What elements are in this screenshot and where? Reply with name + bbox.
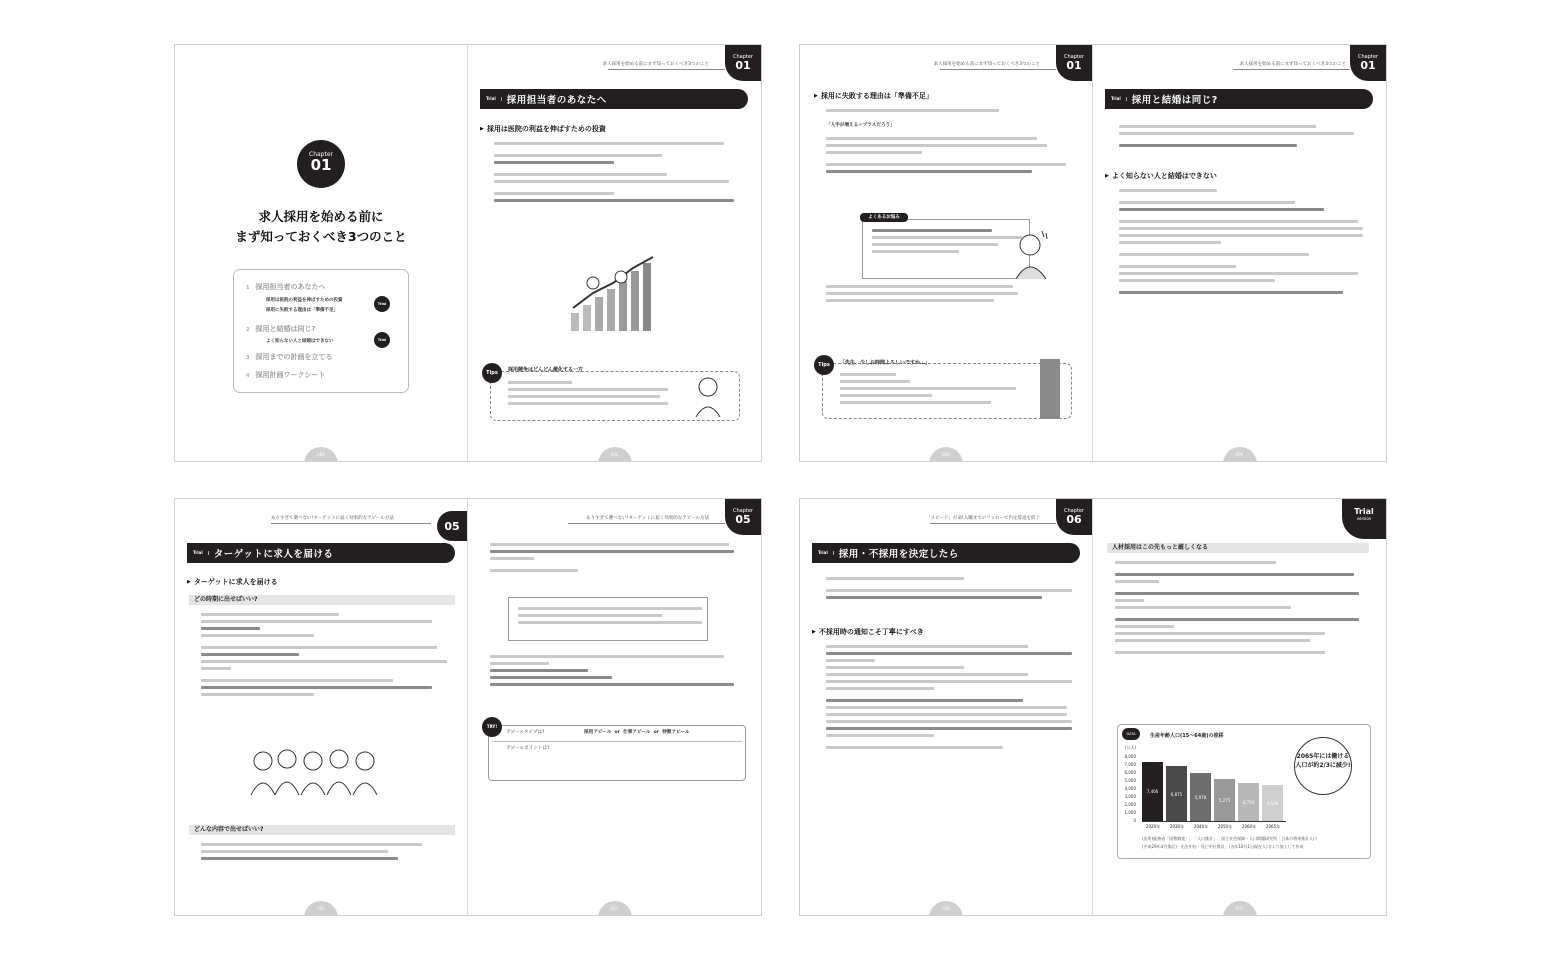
chapter-tab — [725, 499, 761, 535]
y-tick-label: 3,000 — [1124, 794, 1136, 799]
chart-title: 生産年齢人口(15〜64歳)の推移 — [1150, 733, 1224, 739]
header-rule — [568, 523, 725, 524]
subheading: どの時期に出せばいい? — [189, 595, 455, 605]
tips-badge: Tips — [814, 355, 834, 375]
growth-chart-illustration — [563, 253, 663, 333]
subheading: 人材採用はこの先もっと厳しくなる — [1107, 543, 1369, 553]
toc-sub-1: 採用は医院の利益を伸ばすための投資 — [266, 298, 343, 303]
body-text-2 — [826, 137, 1066, 177]
trial-badge: Trial — [374, 332, 390, 348]
door-illustration — [1040, 359, 1060, 419]
body-text — [490, 543, 734, 576]
trial-label: Trial — [1111, 97, 1127, 101]
bar-2030年 — [1166, 766, 1187, 821]
content-page — [800, 45, 1093, 461]
page-number-text: 030 — [942, 906, 950, 911]
chapter-label: Chapter — [733, 54, 753, 60]
running-header: 求人採用を始める前にまず知っておくべき3つのこと — [602, 62, 709, 67]
bar-value-label: 4,793 — [1242, 799, 1255, 805]
chapter-label: Chapter — [733, 508, 753, 514]
page-number — [929, 901, 963, 915]
tips-badge: Tips — [482, 363, 502, 383]
x-tick-label: 2020年 — [1145, 824, 1161, 829]
section-heading: ▶ 採用に失敗する理由は「準備不足」 — [814, 91, 933, 101]
try-question-2: アピールポイントは? — [506, 746, 550, 751]
page-number — [1223, 447, 1257, 461]
bar-2060年 — [1238, 783, 1259, 821]
y-tick-label: 5,000 — [1124, 778, 1136, 783]
chapter-tab — [437, 511, 467, 541]
toc-num: 3 — [246, 355, 250, 361]
chapter-label: Chapter — [1064, 54, 1084, 60]
body-text-2 — [201, 843, 447, 864]
chapter-number: 01 — [735, 59, 751, 72]
page-number — [304, 901, 338, 915]
callout-bubble: 2065年には働ける人口が約2/3に減少! — [1294, 737, 1352, 795]
toc-item-2[interactable] — [246, 324, 316, 334]
bar-2050年 — [1214, 779, 1235, 821]
toc-item-1[interactable] — [246, 282, 325, 292]
chapter-label: Chapter — [309, 151, 333, 158]
body-text — [826, 109, 1066, 121]
content-page — [175, 499, 468, 915]
y-tick-label: 2,000 — [1124, 802, 1136, 807]
y-tick-label: 7,000 — [1124, 762, 1136, 767]
tips-text — [508, 381, 668, 409]
chapter-number: 05 — [735, 513, 751, 526]
group-illustration — [249, 745, 387, 795]
body-text — [826, 577, 1072, 603]
try-badge: TRY! — [482, 717, 502, 737]
try-divider — [492, 741, 742, 742]
bar-2065年 — [1262, 785, 1283, 821]
page-number-text: 004 — [942, 452, 950, 457]
x-tick-label: 2065年 — [1265, 824, 1281, 829]
cover-page — [175, 45, 468, 461]
page-number-text: 031 — [1235, 906, 1244, 911]
chapter-number: 06 — [1066, 513, 1082, 526]
body-text — [201, 613, 447, 700]
header-rule — [1233, 69, 1350, 70]
section-heading: ▶ 不採用時の通知こそ丁寧にすべき — [812, 627, 924, 637]
header-rule — [608, 69, 725, 70]
body-text — [494, 142, 734, 206]
section-title: 採用担当者のあなたへ — [506, 95, 607, 106]
page-number-text: 022 — [317, 906, 325, 911]
running-header: 「スピード」が命!入職までのフォローで内定辞退を防ぐ — [926, 516, 1040, 521]
toc-sub-2: 採用に失敗する理由は「準備不足」 — [266, 308, 338, 313]
section-title: ターゲットに求人を届ける — [213, 549, 334, 560]
chart-source-note-1: (出所)総務省「国勢調査」、「人口推計」、国立社会保障・人口問題研究所「日本の将来推計人口 — [1142, 836, 1318, 841]
worried-doctor-illustration — [1012, 229, 1050, 279]
page-number — [1223, 901, 1257, 915]
appeal-types-list — [518, 607, 702, 628]
section-heading: ▶ よく知らない人と結婚はできない — [1105, 171, 1217, 181]
content-page — [800, 499, 1093, 915]
y-axis-unit: (万人) — [1124, 745, 1136, 750]
chapter-tab — [725, 45, 761, 81]
section-title-bar — [812, 543, 1080, 563]
y-tick-label: 4,000 — [1124, 786, 1136, 791]
chapter-circle — [297, 140, 345, 188]
toc-num: 4 — [246, 373, 250, 379]
y-tick-label: 8,000 — [1124, 754, 1136, 759]
page-number — [598, 901, 632, 915]
y-tick-label: 1,000 — [1124, 810, 1136, 815]
toc-sub-3: よく知らない人と結婚はできない — [266, 339, 334, 344]
toc-label: 採用担当者のあなたへ — [255, 283, 326, 291]
x-tick-label: 2040年 — [1193, 824, 1209, 829]
header-rule — [930, 523, 1056, 524]
chapter-label: Chapter — [1064, 508, 1084, 514]
header-rule — [271, 523, 431, 524]
running-header: 求人採用を始める前にまず知っておくべき3つのこと — [1239, 62, 1346, 67]
try-options: 採用アピール or 仕事アピール or 特徴アピール — [584, 730, 690, 735]
running-header: ありすぎて選べない!ターゲットに届く効果的なアピール方法 — [271, 516, 394, 521]
trial-label: Trial — [486, 97, 502, 101]
tips-title: 「先生、少しお時間よろしいですか…」 — [840, 360, 931, 366]
section-title-bar — [187, 543, 455, 563]
try-question-1: アピールタイプは? — [506, 730, 545, 735]
chapter-tab — [1350, 45, 1386, 81]
trial-badge: Trial — [374, 296, 390, 312]
trial-corner-sub: version — [1356, 516, 1372, 521]
body-text-2 — [826, 645, 1072, 753]
bar-value-label: 5,275 — [1218, 797, 1231, 803]
toc-num: 2 — [246, 327, 250, 333]
toc-item-3[interactable] — [246, 352, 332, 362]
doctor-illustration — [690, 375, 726, 417]
chapter-number: 01 — [1066, 59, 1082, 72]
toc-num: 1 — [246, 285, 250, 291]
subheading: どんな内容で出せばいい? — [189, 825, 455, 835]
chapter-number: 01 — [310, 156, 332, 174]
x-tick-label: 2050年 — [1217, 824, 1233, 829]
bar-value-label: 6,875 — [1170, 791, 1183, 797]
spread-1 — [174, 44, 762, 462]
section-title-bar — [480, 89, 748, 109]
trial-label: Trial — [818, 551, 834, 555]
chapter-label: Chapter — [1358, 54, 1378, 60]
section-title: 採用・不採用を決定したら — [838, 549, 959, 560]
cover-title-line1: 求人採用を始める前に — [258, 209, 384, 224]
section-title-bar — [1105, 89, 1373, 109]
page-number-text: 003 — [610, 452, 619, 457]
trial-corner-label: Trial — [1354, 507, 1374, 516]
population-chart — [1117, 724, 1371, 859]
y-tick-label: 6,000 — [1124, 770, 1136, 775]
body-text-2 — [490, 655, 734, 690]
section-heading: ▶ ターゲットに求人を届ける — [187, 577, 278, 587]
x-axis-line — [1142, 821, 1286, 822]
x-tick-label: 2030年 — [1169, 824, 1185, 829]
trial-version-corner — [1342, 499, 1386, 539]
chapter-tab — [1056, 45, 1092, 81]
running-header: 求人採用を始める前にまず知っておくべき3つのこと — [933, 62, 1040, 67]
header-rule — [940, 69, 1056, 70]
table-of-contents — [233, 269, 409, 393]
data-badge: DATA — [1122, 728, 1140, 740]
worry-label: よくあるお悩み — [860, 213, 908, 222]
content-page — [1093, 45, 1386, 461]
spread-3 — [174, 498, 762, 916]
worry-list — [872, 229, 1022, 257]
section-title: 採用と結婚は同じ? — [1131, 95, 1218, 106]
content-page — [468, 499, 761, 915]
bar-2020年 — [1142, 762, 1163, 821]
chapter-number: 05 — [444, 520, 460, 533]
quote-text: 「人手が増える＝プラスだろう」 — [826, 123, 895, 128]
bar-value-label: 5,978 — [1194, 795, 1207, 801]
body-text-2 — [1119, 189, 1363, 298]
chart-source-note-2: (平成29年4月推計)」出生中位・死亡中位推計」(各年10月1日現在人口)より加工して作成 — [1142, 844, 1304, 849]
bar-value-label: 4,529 — [1266, 800, 1279, 806]
page-number-text: 005 — [1235, 452, 1244, 457]
spread-4 — [799, 498, 1387, 916]
toc-label: 採用と結婚は同じ? — [255, 325, 316, 333]
body-text — [1119, 125, 1359, 151]
chapter-number: 01 — [1360, 59, 1376, 72]
body-text — [1115, 561, 1359, 658]
toc-label: 採用計画ワークシート — [255, 371, 326, 379]
content-page — [1093, 499, 1386, 915]
content-page — [468, 45, 761, 461]
toc-item-4[interactable] — [246, 370, 325, 380]
body-text-3 — [826, 285, 1066, 306]
chapter-tab — [1056, 499, 1092, 535]
bar-2040年 — [1190, 773, 1211, 821]
toc-label: 採用までの計画を立てる — [255, 353, 333, 361]
running-header: ありすぎて選べない!ターゲットに届く効果的なアピール方法 — [586, 516, 709, 521]
page-number — [304, 447, 338, 461]
cover-title-line2: まず知っておくべき3つのこと — [235, 229, 407, 244]
spread-2 — [799, 44, 1387, 462]
tips-title: 採用競争はどんどん激化する一方 — [508, 367, 584, 373]
trial-label: Trial — [193, 551, 209, 555]
page-number — [929, 447, 963, 461]
bar-value-label: 7,406 — [1146, 789, 1159, 795]
page-number — [598, 447, 632, 461]
x-tick-label: 2060年 — [1241, 824, 1257, 829]
y-tick-label: 0 — [1133, 818, 1136, 823]
tips-text — [840, 373, 1016, 408]
page-number-text: 002 — [317, 452, 325, 457]
section-heading: ▶ 採用は医院の利益を伸ばすための投資 — [480, 124, 606, 134]
page-number-text: 023 — [610, 906, 619, 911]
